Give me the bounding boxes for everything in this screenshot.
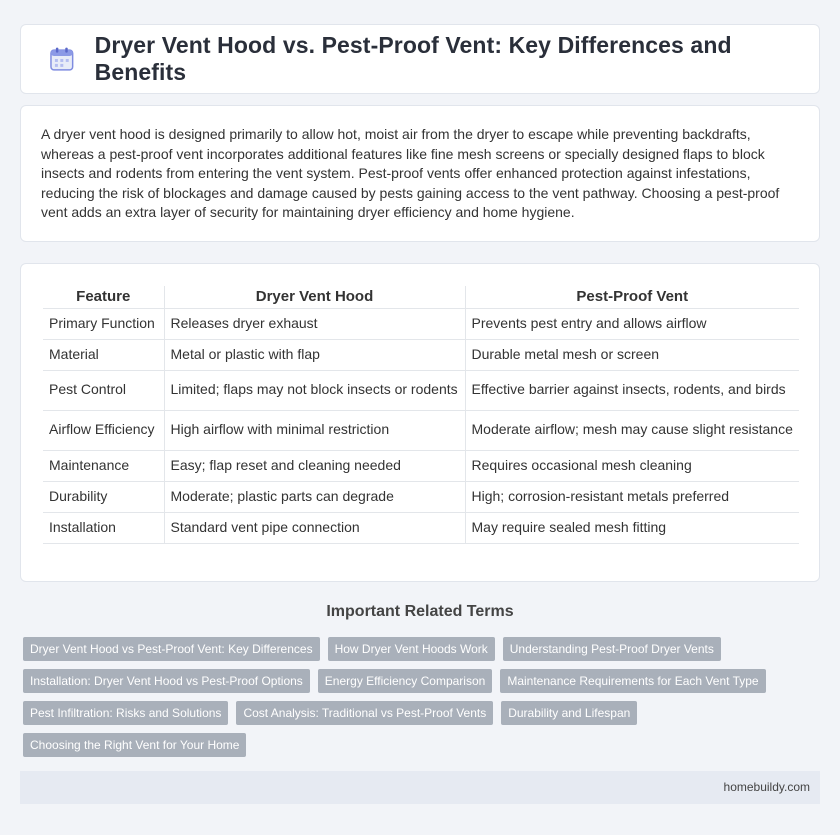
related-term-tag[interactable]: Durability and Lifespan: [501, 701, 637, 725]
feature-cell: Primary Function: [43, 308, 164, 339]
related-term-tag[interactable]: Installation: Dryer Vent Hood vs Pest-Proof Options: [23, 669, 310, 693]
dryer-vent-hood-cell: Moderate; plastic parts can degrade: [164, 481, 465, 512]
table-row: [43, 450, 799, 481]
feature-cell: Maintenance: [43, 450, 164, 481]
pest-proof-vent-cell: Requires occasional mesh cleaning: [465, 450, 799, 481]
header-dryer-vent-hood: Dryer Vent Hood: [164, 286, 465, 308]
header-feature: Feature: [43, 286, 164, 308]
feature-cell: Pest Control: [43, 370, 164, 410]
table-row: [43, 481, 799, 512]
dryer-vent-hood-cell: Releases dryer exhaust: [164, 308, 465, 339]
dryer-vent-hood-cell: High airflow with minimal restriction: [164, 410, 465, 450]
comparison-card: [20, 263, 820, 582]
pest-proof-vent-cell: Moderate airflow; mesh may cause slight resistance: [465, 410, 799, 450]
page-title: Dryer Vent Hood vs. Pest-Proof Vent: Key Differences and Benefits: [94, 32, 732, 85]
related-term-tag[interactable]: How Dryer Vent Hoods Work: [328, 637, 495, 661]
header-card: [20, 24, 820, 94]
header-pest-proof-vent: Pest-Proof Vent: [465, 286, 799, 308]
pest-proof-vent-cell: May require sealed mesh fitting: [465, 512, 799, 543]
related-term-tag[interactable]: Energy Efficiency Comparison: [318, 669, 493, 693]
dryer-vent-hood-cell: Metal or plastic with flap: [164, 339, 465, 370]
dryer-vent-hood-cell: Easy; flap reset and cleaning needed: [164, 450, 465, 481]
table-row: [43, 512, 799, 543]
footer-domain: homebuildy.com: [723, 780, 810, 794]
dryer-vent-hood-cell: Standard vent pipe connection: [164, 512, 465, 543]
feature-cell: Material: [43, 339, 164, 370]
related-term-tag[interactable]: Maintenance Requirements for Each Vent Type: [500, 669, 765, 693]
feature-cell: Installation: [43, 512, 164, 543]
pest-proof-vent-cell: Effective barrier against insects, rodents, and birds: [465, 370, 799, 410]
comparison-table: [43, 286, 799, 544]
pest-proof-vent-cell: Durable metal mesh or screen: [465, 339, 799, 370]
related-terms-list: [23, 637, 823, 765]
related-term-tag[interactable]: Understanding Pest-Proof Dryer Vents: [503, 637, 721, 661]
table-header-row: [43, 286, 799, 308]
table-row: [43, 308, 799, 339]
feature-cell: Airflow Efficiency: [43, 410, 164, 450]
calendar-icon: [49, 46, 75, 72]
intro-paragraph: A dryer vent hood is designed primarily to allow hot, moist air from the dryer to escape while preventing backdrafts, whereas a pest-proof vent incorporates additional features like fine mesh screens or specially designed flaps to block insects and rodents from entering the vent system. Pest-proof vents offer enhanced protection against infestations, reducing the risk of blockages and damage caused by pests gaining access to the vent pathway. Choosing a pest-proof vent adds an extra layer of security for maintaining dryer efficiency and home hygiene.: [41, 126, 780, 221]
related-terms-title: Important Related Terms: [326, 603, 514, 620]
related-term-tag[interactable]: Choosing the Right Vent for Your Home: [23, 733, 246, 757]
footer: [20, 771, 820, 804]
table-row: [43, 410, 799, 450]
pest-proof-vent-cell: Prevents pest entry and allows airflow: [465, 308, 799, 339]
table-row: [43, 339, 799, 370]
related-term-tag[interactable]: Cost Analysis: Traditional vs Pest-Proof Vents: [236, 701, 493, 725]
dryer-vent-hood-cell: Limited; flaps may not block insects or rodents: [164, 370, 465, 410]
table-row: [43, 370, 799, 410]
related-term-tag[interactable]: Pest Infiltration: Risks and Solutions: [23, 701, 228, 725]
feature-cell: Durability: [43, 481, 164, 512]
intro-card: [20, 105, 820, 242]
related-term-tag[interactable]: Dryer Vent Hood vs Pest-Proof Vent: Key Differences: [23, 637, 320, 661]
pest-proof-vent-cell: High; corrosion-resistant metals preferred: [465, 481, 799, 512]
